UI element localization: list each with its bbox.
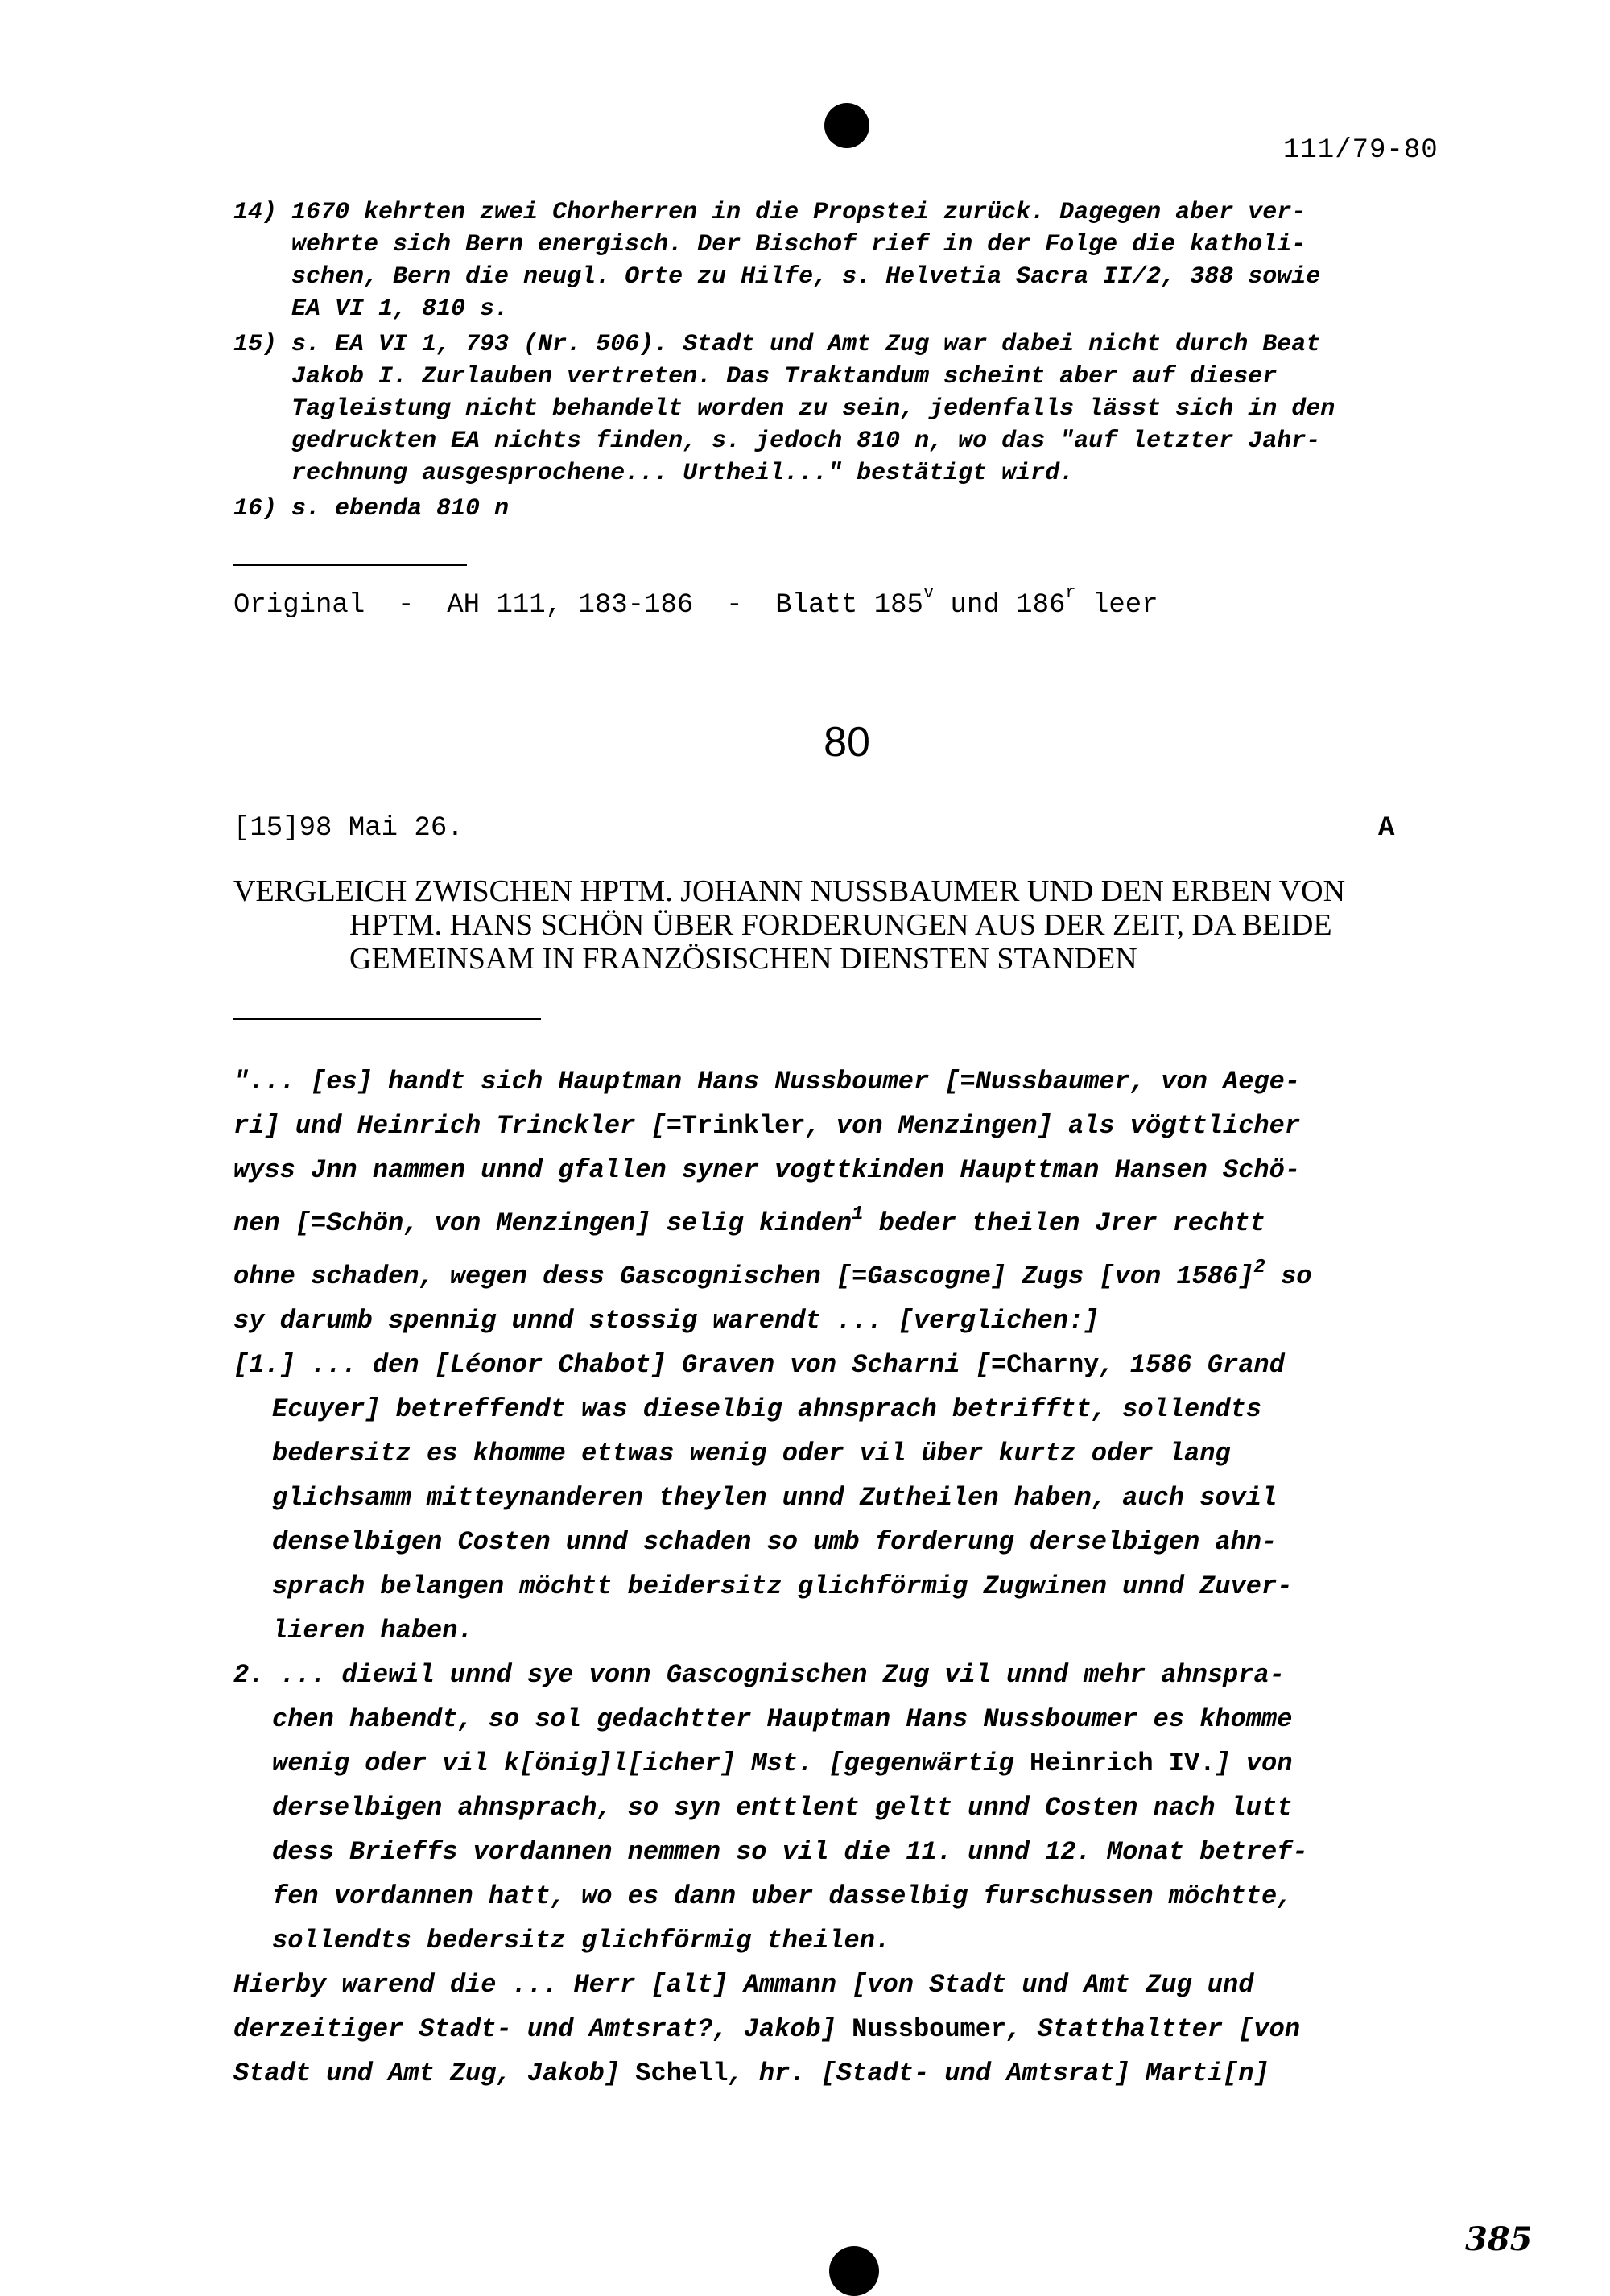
recto-mark: r xyxy=(1065,583,1076,603)
name-emphasis: Heinrich IV. xyxy=(1029,1749,1216,1778)
title-line: GEMEINSAM IN FRANZÖSISCHEN DIENSTEN STANDEN xyxy=(349,942,1137,976)
original-suffix: leer xyxy=(1075,590,1158,621)
original-source-line xyxy=(233,583,1158,621)
footnote-line: 1670 kehrten zwei Chorherren in die Propstei zurück. Dagegen aber ver- xyxy=(291,199,1307,226)
footnote-ref: 2 xyxy=(1253,1257,1265,1278)
text-run: so xyxy=(1265,1262,1312,1291)
body-line: bedersitz es khomme ettwas wenig oder vil über kurtz oder lang xyxy=(272,1439,1231,1468)
text-run: , Statthaltter [von xyxy=(1006,2014,1301,2044)
handwritten-page-number: 385 xyxy=(1465,2220,1533,2258)
body-line: Hierby warend die ... Herr [alt] Ammann [von Stadt und Amt Zug und xyxy=(233,1970,1254,2000)
title-divider xyxy=(233,1018,541,1020)
text-run: , von Menzingen] als vögttlicher xyxy=(805,1111,1301,1141)
footnote-line: gedruckten EA nichts finden, s. jedoch 810 n, wo das "auf letzter Jahr- xyxy=(291,427,1321,455)
title-line: HPTM. HANS SCHÖN ÜBER FORDERUNGEN AUS DER ZEIT, DA BEIDE xyxy=(349,908,1332,942)
footnote-line: EA VI 1, 810 s. xyxy=(291,295,510,323)
document-grade: A xyxy=(1378,813,1395,844)
title-line: VERGLEICH ZWISCHEN HPTM. JOHANN NUSSBAUMER UND DEN ERBEN VON xyxy=(233,874,1346,908)
body-line: sprach belangen möchtt beidersitz glichförmig Zugwinen unnd Zuver- xyxy=(272,1571,1293,1601)
body-line: Ecuyer] betreffendt was dieselbig ahnsprach betrifftt, sollendts xyxy=(272,1394,1261,1424)
binding-hole-top xyxy=(824,103,869,148)
body-line: glichsamm mitteynanderen theylen unnd Zutheilen haben, auch sovil xyxy=(272,1483,1278,1513)
footnote-number: 16) xyxy=(233,495,278,522)
body-line: derselbigen ahnsprach, so syn enttlent geltt unnd Costen nach lutt xyxy=(272,1793,1293,1823)
body-line xyxy=(233,1741,1489,1786)
body-line: dess Brieffs vordannen nemmen so vil die 11. unnd 12. Monat betref- xyxy=(272,1837,1308,1867)
name-emphasis: Schell xyxy=(635,2059,729,2088)
name-emphasis: Nussboumer xyxy=(852,2014,1007,2044)
footnote-line: rechnung ausgesprochene... Urtheil..." bestätigt wird. xyxy=(291,460,1075,487)
footnote-line: schen, Bern die neugl. Orte zu Hilfe, s. Helvetia Sacra II/2, 388 sowie xyxy=(291,263,1321,291)
original-mid: und 186 xyxy=(934,590,1066,621)
name-emphasis: Trinkler xyxy=(681,1111,806,1141)
body-line: sollendts bedersitz glichförmig theilen. xyxy=(272,1926,891,1955)
footnote-ref: 1 xyxy=(852,1204,864,1225)
text-run: beder theilen Jrer rechtt xyxy=(863,1208,1265,1238)
body-line xyxy=(233,1104,1489,1148)
body-line: "... [es] handt sich Hauptman Hans Nussboumer [=Nussbaumer, von Aege- xyxy=(233,1067,1301,1096)
text-run: nen [=Schön, von Menzingen] selig kinden xyxy=(233,1208,852,1238)
body-line: 2. ... diewil unnd sye vonn Gascognischen Zug vil unnd mehr ahnspra- xyxy=(233,1660,1285,1690)
page-reference: 111/79-80 xyxy=(1283,135,1439,166)
footnote-line: s. ebenda 810 n xyxy=(291,495,510,522)
body-line xyxy=(233,1343,1489,1387)
body-line: chen habendt, so sol gedachtter Hauptman Hans Nussboumer es khomme xyxy=(272,1704,1293,1734)
footnote-line: wehrte sich Bern energisch. Der Bischof rief in der Folge die katholi- xyxy=(291,231,1307,258)
body-line xyxy=(233,1192,1489,1245)
binding-hole-bottom xyxy=(829,2246,879,2296)
body-line xyxy=(233,1245,1489,1299)
footnote-number: 15) xyxy=(233,331,278,358)
document-number: 80 xyxy=(824,719,870,766)
text-run: derzeitiger Stadt- und Amtsrat?, Jakob] xyxy=(233,2014,852,2044)
text-run: , 1586 Grand xyxy=(1099,1350,1285,1380)
footnote-15 xyxy=(233,328,1489,489)
footnote-line: s. EA VI 1, 793 (Nr. 506). Stadt und Amt Zug war dabei nicht durch Beat xyxy=(291,331,1321,358)
document-date: [15]98 Mai 26. xyxy=(233,813,464,844)
footnote-number: 14) xyxy=(233,199,278,226)
text-run: ] von xyxy=(1215,1749,1293,1778)
body-line: denselbigen Costen unnd schaden so umb forderung derselbigen ahn- xyxy=(272,1527,1278,1557)
text-run: Stadt und Amt Zug, Jakob] xyxy=(233,2059,636,2088)
footnote-line: Tagleistung nicht behandelt worden zu sein, jedenfalls lässt sich in den xyxy=(291,395,1335,423)
footnote-14 xyxy=(233,196,1489,325)
body-line: wyss Jnn nammen unnd gfallen syner vogttkinden Haupttman Hansen Schö- xyxy=(233,1155,1301,1185)
text-run: ohne schaden, wegen dess Gascognischen [=Gascogne] Zugs [von 1586] xyxy=(233,1262,1254,1291)
text-run: ri] und Heinrich Trinckler [= xyxy=(233,1111,682,1141)
verso-mark: v xyxy=(923,583,935,603)
body-line: sy darumb spennig unnd stossig warendt ... [verglichen:] xyxy=(233,1306,1100,1336)
text-run: [1.] ... den [Léonor Chabot] Graven von Scharni [= xyxy=(233,1350,1007,1380)
body-line xyxy=(233,2007,1489,2051)
text-run: , hr. [Stadt- und Amtsrat] Marti[n] xyxy=(728,2059,1269,2088)
name-emphasis: Charny xyxy=(1006,1350,1100,1380)
body-line: fen vordannen hatt, wo es dann uber dasselbig furschussen möchtte, xyxy=(272,1881,1293,1911)
document-body xyxy=(233,1059,1489,2096)
footnote-line: Jakob I. Zurlauben vertreten. Das Traktandum scheint aber auf dieser xyxy=(291,363,1278,390)
document-title xyxy=(233,874,1457,976)
text-run: wenig oder vil k[önig]l[icher] Mst. [gegenwärtig xyxy=(272,1749,1030,1778)
footnote-divider xyxy=(233,564,467,566)
footnote-16 xyxy=(233,493,1489,525)
body-line: lieren haben. xyxy=(272,1616,473,1646)
body-line xyxy=(233,2051,1489,2096)
original-prefix: Original - AH 111, 183-186 - Blatt 185 xyxy=(233,590,923,621)
